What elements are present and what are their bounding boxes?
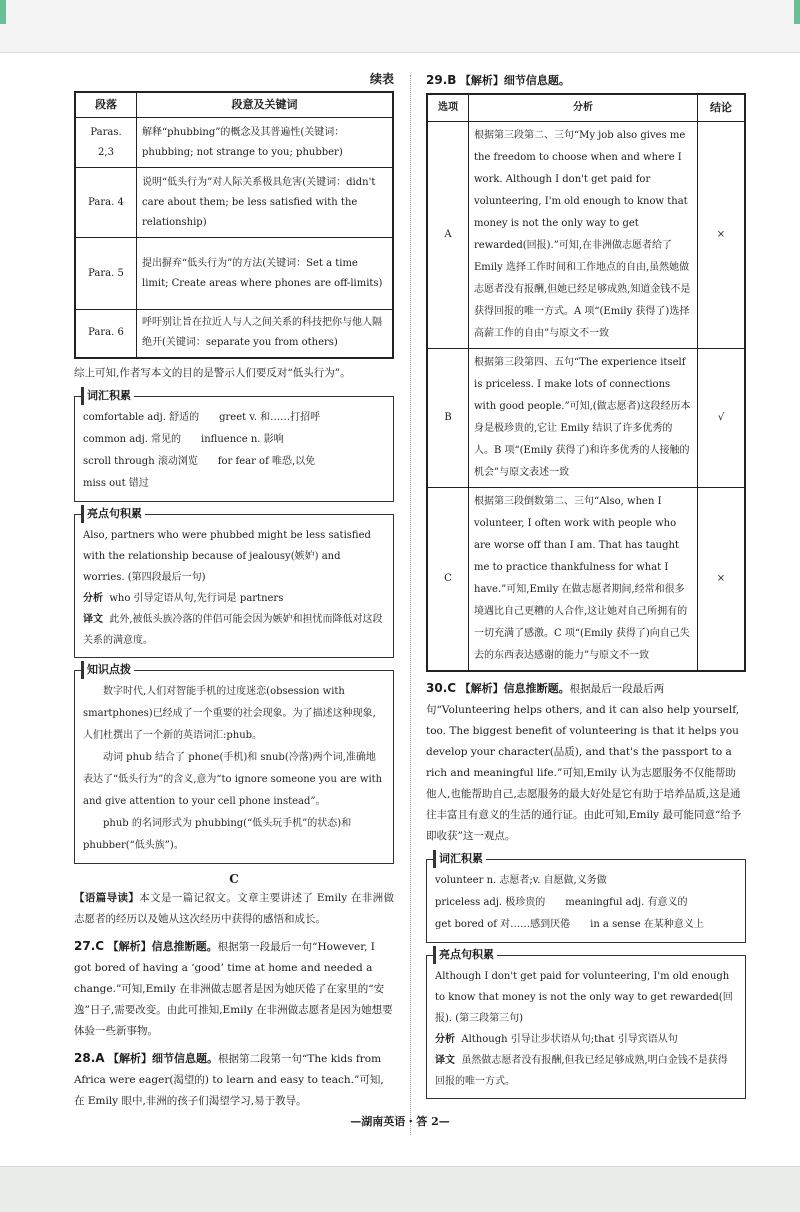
- analysis-text: Although 引导让步状语从句;that 引导宾语从句: [461, 1034, 678, 1045]
- table-header: 结论: [698, 94, 746, 122]
- result-cell: ×: [698, 488, 746, 672]
- analysis-cell: 根据第三段第四、五句“The experience itself is priceless. I make lots of connections with good people.”可知,(做志愿者)这段经历本身是极珍贵的,它让 Emily 结识了许多优秀的人。B 项“(Emily 获得了)和许多优秀的人接触的机会”与原文表述一致: [469, 349, 698, 488]
- knowledge-para: 动词 phub 结合了 phone(手机)和 snub(冷落)两个词,准确地表达了“低头行为”的含义,意为“to ignore someone you are with and give attention to your cell phone instead”。: [83, 751, 383, 807]
- vocab-box: [74, 388, 394, 502]
- box-title: 亮点句积累: [81, 505, 145, 523]
- corner-mark: [794, 0, 800, 24]
- box-title: 词汇积累: [433, 850, 486, 868]
- para-cell: Para. 6: [75, 310, 137, 358]
- guide-label: 【语篇导读】: [74, 891, 140, 904]
- bottom-bar: [0, 1166, 800, 1212]
- column-divider: [410, 75, 411, 1135]
- para-cell: Para. 4: [75, 168, 137, 238]
- analysis-text: who 引导定语从句,先行词是 partners: [109, 592, 284, 604]
- question-tag: 【解析】细节信息题。: [108, 1051, 219, 1065]
- summary-text: 综上可知,作者写本文的目的是警示人们要反对“低头行为”。: [74, 366, 351, 379]
- continued-label: 续表: [369, 72, 394, 86]
- table-row: [75, 310, 393, 358]
- right-column: [426, 70, 746, 1107]
- question-number: 28.A: [74, 1050, 105, 1065]
- translation-text: 虽然做志愿者没有报酬,但我已经足够成熟,明白金钱不是获得回报的唯一方式。: [435, 1055, 728, 1087]
- paragraph-table: [74, 91, 394, 359]
- guide-text: 本文是一篇记叙文。文章主要讲述了 Emily 在非洲做志愿者的经历以及她从这次经历中获得的感悟和成长。: [74, 891, 394, 925]
- table-header: 段意及关键词: [137, 92, 394, 118]
- desc-cell: 提出摒弃“低头行为”的方法(关键词：Set a time limit; Create areas where phones are off-limits): [137, 238, 394, 310]
- table-header: 段落: [75, 92, 137, 118]
- desc-cell: 呼吁别让旨在拉近人与人之间关系的科技把你与他人隔绝开(关键词：separate you from others): [137, 310, 394, 358]
- box-title: 知识点拨: [81, 661, 134, 679]
- analysis-label: 分析: [435, 1034, 455, 1045]
- page-footer: —湖南英语・答 2—: [350, 1115, 450, 1128]
- corner-mark: [0, 0, 6, 24]
- analysis-label: 分析: [83, 592, 103, 604]
- top-bar: [0, 0, 800, 53]
- table-row: [75, 238, 393, 310]
- vocab-line: priceless adj. 极珍贵的 meaningful adj. 有意义的: [435, 897, 688, 908]
- question-explanation: 根据最后一段最后两句“Volunteering helps others, and it can also help yourself, too. The biggest benefit of volunteering is that it helps you develop your character(品质), and that's the passport to a rich and meaningful life.”可知,Emily 认为志愿服务不仅能帮助他人,也能帮助自己,志愿服务的最大好处是它有助于培养品质,这是通往丰富且有意义的生活的通行证。由此可知,Emily 最可能同意“给予即收获”这一观点。: [426, 683, 742, 842]
- table-header: 分析: [469, 94, 698, 122]
- translation-label: 译文: [83, 613, 103, 625]
- question-number: 30.C: [426, 681, 457, 695]
- question-explanation: 根据第二段第一句“The kids from Africa were eager(渴望的) to learn and easy to teach.”可知,在 Emily 眼中,非洲的孩子们渴望学习,易于教导。: [74, 1052, 384, 1107]
- table-row: [427, 349, 745, 488]
- table-row: [75, 168, 393, 238]
- box-title: 词汇积累: [81, 387, 134, 405]
- result-cell: √: [698, 349, 746, 488]
- table-header-row: [75, 92, 393, 118]
- highlight-sentence-box: [426, 948, 746, 1099]
- vocab-line: comfortable adj. 舒适的 greet v. 和……打招呼: [83, 411, 321, 423]
- para-cell: Para. 5: [75, 238, 137, 310]
- desc-cell: 解释“phubbing”的概念及其普遍性(关键词：phubbing; not strange to you; phubber): [137, 118, 394, 168]
- option-cell: B: [427, 349, 469, 488]
- desc-cell: 说明“低头行为”对人际关系极具危害(关键词：didn't care about them; be less satisfied with the relationship): [137, 168, 394, 238]
- option-analysis-table: [426, 93, 746, 672]
- knowledge-para: phub 的名词形式为 phubbing(“低头玩手机”的状态)和 phubber(“低头族”)。: [83, 817, 352, 851]
- option-cell: A: [427, 122, 469, 349]
- para-cell: Paras. 2,3: [75, 118, 137, 168]
- section-letter: C: [229, 871, 239, 886]
- analysis-cell: 根据第三段倒数第二、三句“Also, when I volunteer, I often work with people who are worse off than I am. That has taught me to practice thankfulness for what I have.”可知,Emily 在做志愿者期间,经常和很多境遇比自己更糟的人合作,这让她对自己所拥有的一切充满了感激。C 项“(Emily 获得了)向自己失去的东西表达感谢的能力”与原文不一致: [469, 488, 698, 672]
- table-row: [427, 488, 745, 672]
- analysis-cell: 根据第三段第二、三句“My job also gives me the freedom to choose when and where I work. Although I don't get paid for volunteering, I'm old enough to know that money is not the only way to get rewarded(回报).”可知,在非洲做志愿者给了 Emily 选择工作时间和工作地点的自由,虽然她做志愿者没有报酬,但她已经足够成熟,知道金钱不是获得回报的唯一方式。A 项“(Emily 获得了)选择高薪工作的自由”与原文不一致: [469, 122, 698, 349]
- highlight-sentence: Also, partners who were phubbed might be less satisfied with the relationship because of jealousy(嫉妒) and worries. (第四段最后一句): [83, 529, 371, 583]
- highlight-sentence: Although I don't get paid for volunteering, I'm old enough to know that money is not the only way to get rewarded(回报). (第三段第三句): [435, 971, 733, 1024]
- question-number: 29.B: [426, 73, 457, 87]
- left-column: [74, 70, 394, 1114]
- question-tag: 【解析】信息推断题。: [459, 682, 570, 695]
- vocab-line: miss out 错过: [83, 477, 149, 489]
- question-tag: 【解析】细节信息题。: [459, 74, 570, 87]
- vocab-line: scroll through 滚动浏览 for fear of 唯恐,以免: [83, 455, 316, 467]
- table-header-row: [427, 94, 745, 122]
- table-header: 选项: [427, 94, 469, 122]
- knowledge-para: 数字时代,人们对智能手机的过度迷恋(obsession with smartphones)已经成了一个重要的社会现象。为了描述这种现象,人们杜撰出了一个新的英语词汇:phub。: [83, 685, 376, 741]
- question-explanation: 根据第一段最后一句“However, I got bored of having a ‘good’ time at home and needed a change.”可知,Emily 在非洲做志愿者是因为她厌倦了在家里的“安逸”日子,需要改变。由此可推知,Emily 在非洲做志愿者是因为她想要体验一些新事物。: [74, 940, 393, 1037]
- translation-label: 译文: [435, 1055, 455, 1066]
- vocab-line: common adj. 常见的 influence n. 影响: [83, 433, 284, 445]
- result-cell: ×: [698, 122, 746, 349]
- option-cell: C: [427, 488, 469, 672]
- question-tag: 【解析】信息推断题。: [107, 939, 218, 953]
- vocab-box: [426, 852, 746, 943]
- translation-text: 此外,被低头族冷落的伴侣可能会因为嫉妒和担忧而降低对这段关系的满意度。: [83, 613, 383, 646]
- vocab-line: get bored of 对……感到厌倦 in a sense 在某种意义上: [435, 919, 704, 930]
- highlight-sentence-box: [74, 506, 394, 658]
- knowledge-box: [74, 662, 394, 864]
- vocab-line: volunteer n. 志愿者;v. 自愿做,义务做: [435, 875, 607, 886]
- box-title: 亮点句积累: [433, 946, 497, 964]
- table-row: [427, 122, 745, 349]
- table-row: [75, 118, 393, 168]
- question-number: 27.C: [74, 938, 105, 953]
